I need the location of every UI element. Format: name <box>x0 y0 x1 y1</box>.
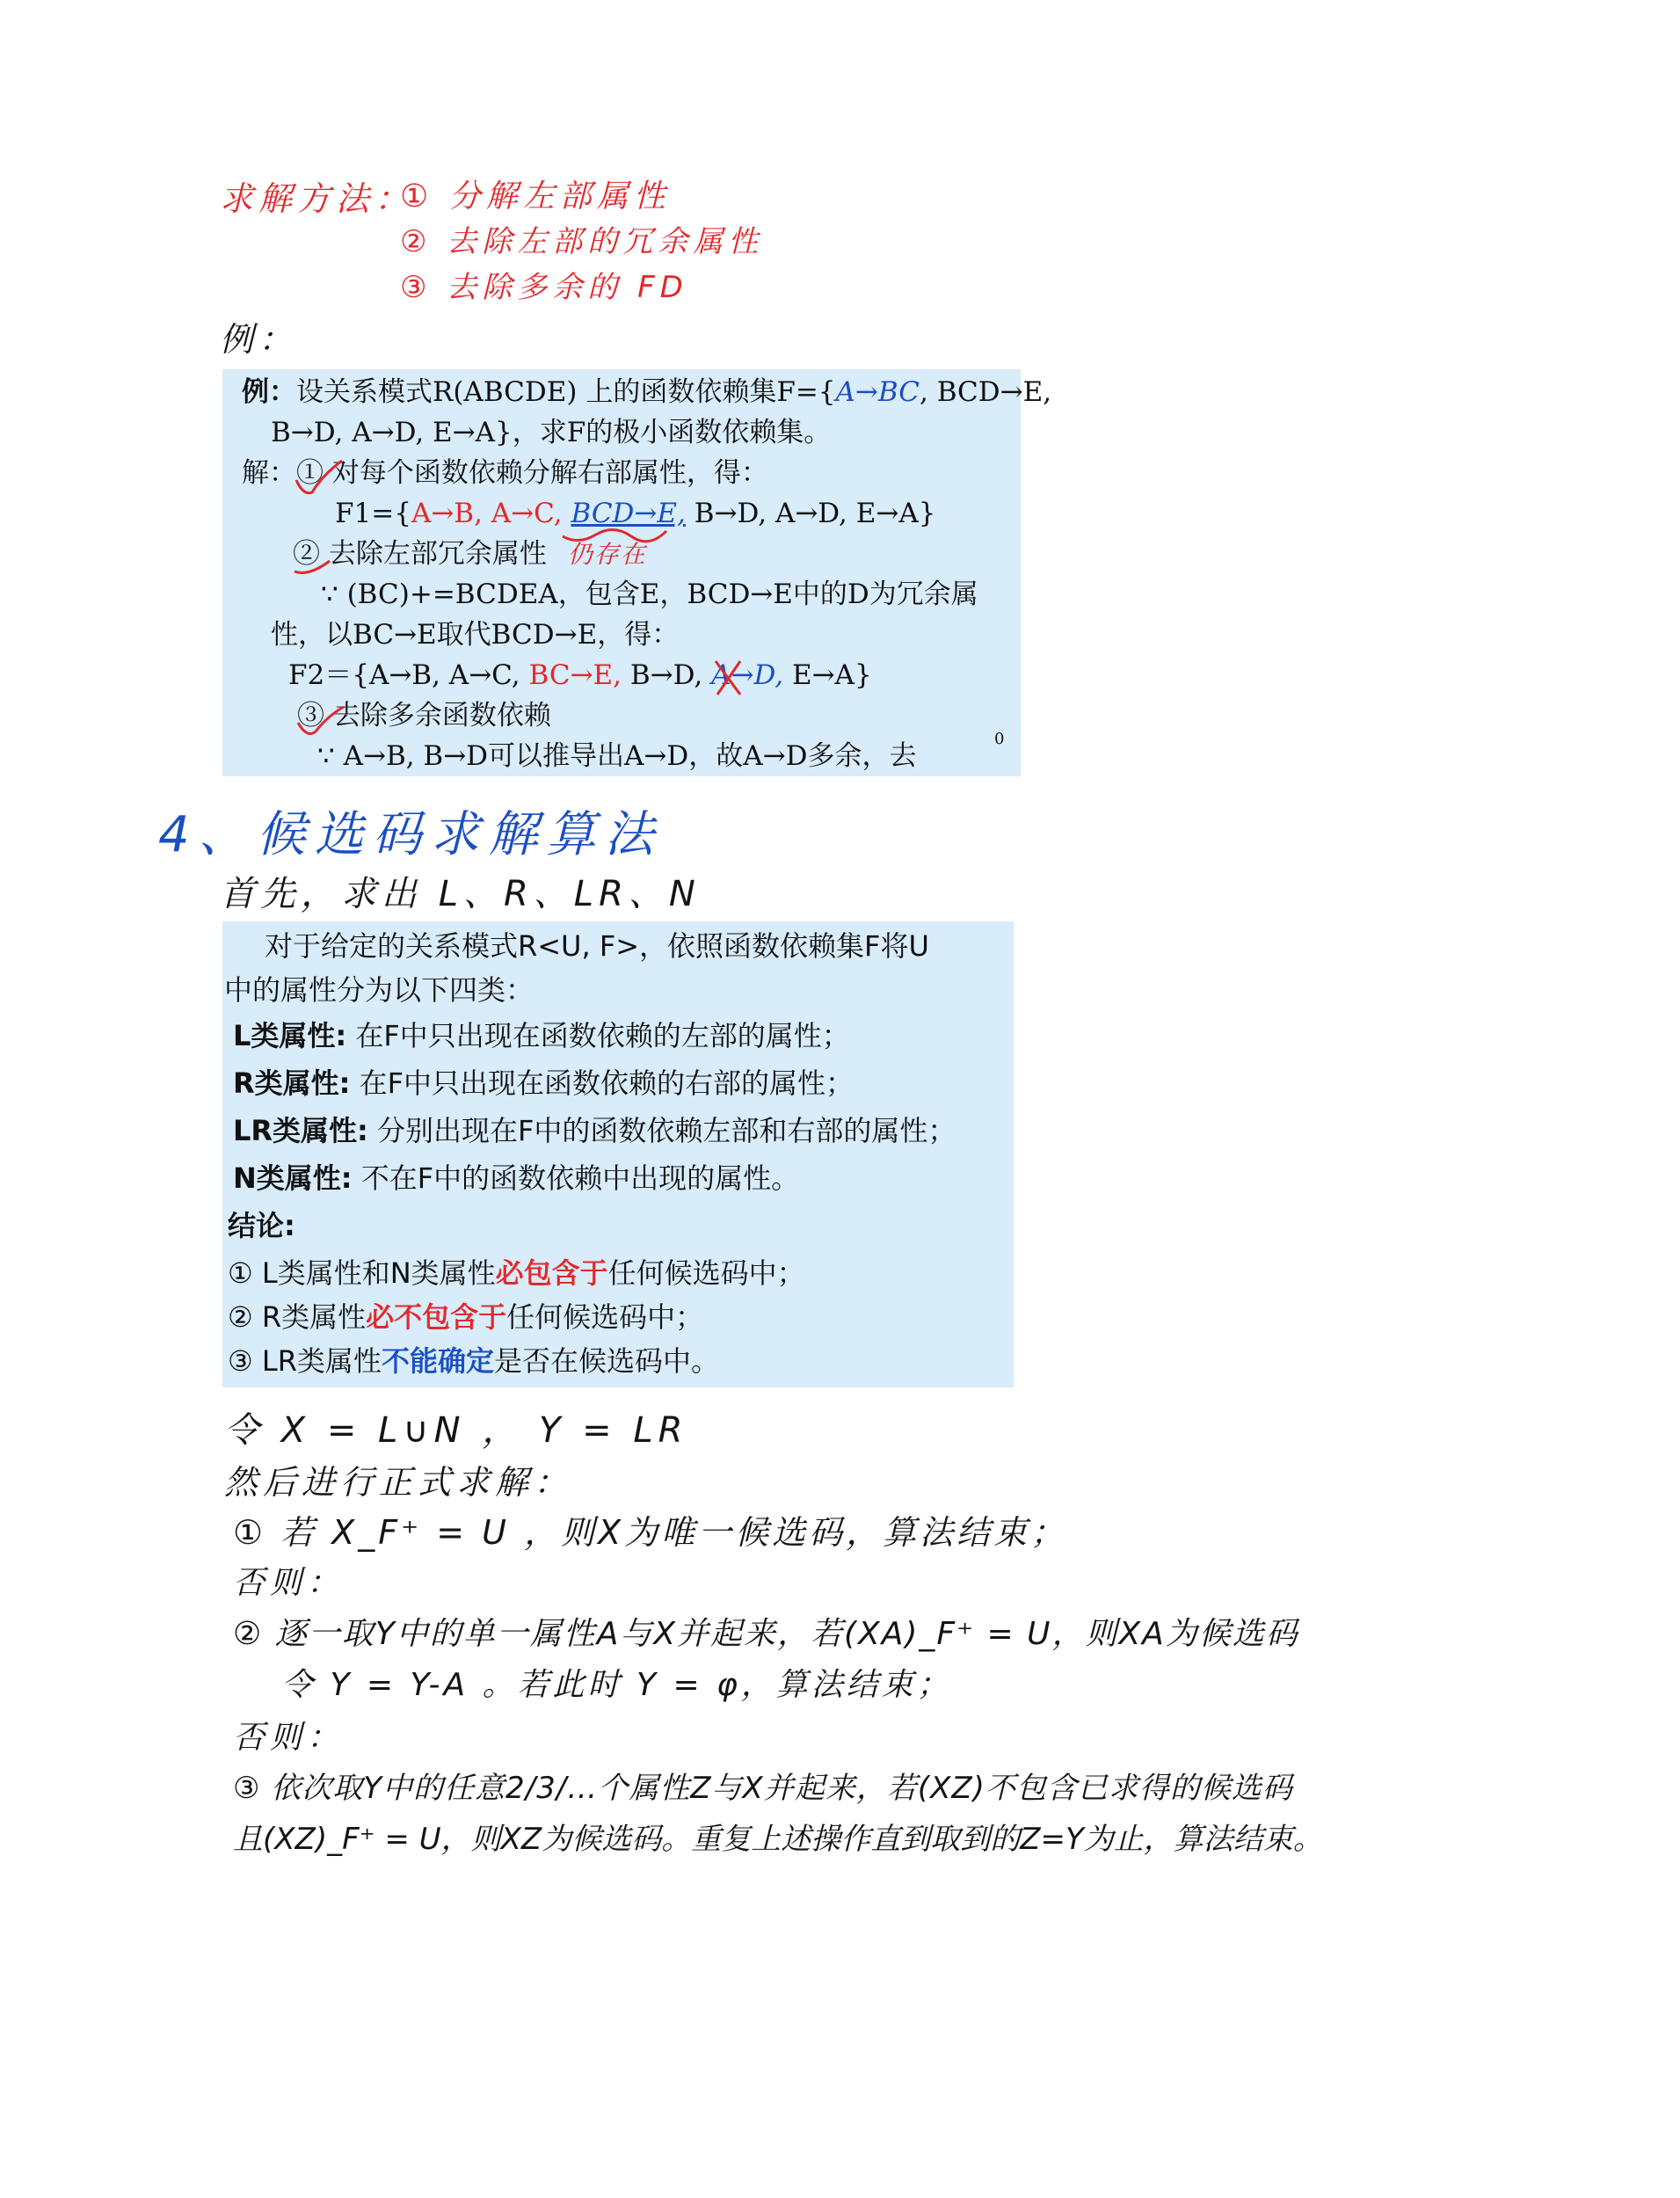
algo-step-2b: 令 Y = Y-A 。若此时 Y = φ，算法结束； <box>281 1667 952 1703</box>
class-LR: LR类属性: 分别出现在F中的函数依赖左部和右部的属性； <box>233 1114 956 1147</box>
example-line-5: ② 去除左部冗余属性 仍存在 <box>293 538 647 570</box>
algo-let: 令 X = L∪N ， Y = LR <box>224 1410 688 1451</box>
example-line-3: 解：① 对每个函数依赖分解右部属性，得： <box>242 457 768 489</box>
underline-mark-icon <box>291 542 335 577</box>
example-line-2: B→D, A→D, E→A}，求F的极小函数依赖集。 <box>271 417 832 448</box>
method-step-1: ① 分解左部属性 <box>400 178 671 215</box>
conclusion-1: ① L类属性和N类属性必包含于任何候选码中； <box>228 1256 805 1290</box>
conclusion-2: ② R类属性必不包含于任何候选码中； <box>228 1300 704 1334</box>
slide-corner-mark: 0 <box>994 730 1005 748</box>
algo-else-1: 否则： <box>233 1565 345 1601</box>
algo-step-3b: 且(XZ)_F⁺ = U，则XZ为候选码。重复上述操作直到取到的Z=Y为止，算法结束。 <box>233 1822 1323 1857</box>
check-mark-icon <box>293 457 345 499</box>
method-label: 求解方法： <box>220 179 414 218</box>
example-line-10: ∵ A→B, B→D可以推导出A→D，故A→D多余，去 <box>317 740 917 772</box>
class-N: N类属性: 不在F中的函数依赖中出现的属性。 <box>233 1161 800 1195</box>
example-line-9: ③ 去除多余函数依赖 <box>297 700 551 731</box>
section-4-heading: 4、候选码求解算法 <box>158 806 663 863</box>
wavy-underline-icon <box>561 519 684 547</box>
conclusion-3: ③ LR类属性不能确定是否在候选码中。 <box>228 1344 719 1378</box>
algo-else-2: 否则： <box>233 1720 345 1756</box>
algo-then: 然后进行正式求解： <box>224 1463 573 1502</box>
algo-step-1: ① 若 X_F⁺ = U ，则X为唯一候选码，算法结束； <box>233 1513 1068 1552</box>
class-slide <box>222 921 1014 1387</box>
method-step-2: ② 去除左部的冗余属性 <box>400 224 764 259</box>
example-label: 例： <box>220 320 298 359</box>
example-slide <box>222 369 1052 776</box>
example-line-1: 例：设关系模式R(ABCDE) 上的函数依赖集F={A→BC, BCD→E, <box>242 376 1052 408</box>
conclusion-label: 结论: <box>228 1209 295 1242</box>
cross-mark-icon <box>710 658 745 698</box>
example-line-6: ∵ (BC)+=BCDEA，包含E，BCD→E中的D为冗余属 <box>321 579 978 610</box>
class-L: L类属性: 在F中只出现在函数依赖的左部的属性； <box>233 1019 850 1052</box>
class-intro-1: 对于给定的关系模式R<U, F>，依照函数依赖集F将U <box>265 929 929 963</box>
algo-step-3a: ③ 依次取Y中的任意2/3/…个属性Z与X并起来，若(XZ)不包含已求得的候选码 <box>233 1771 1293 1806</box>
check-mark-icon-2 <box>295 703 347 739</box>
first-step-note: 首先，求出 L、R、LR、N <box>220 874 701 914</box>
class-intro-2: 中的属性分为以下四类： <box>224 973 535 1007</box>
example-line-8: F2＝{A→B, A→C, BC→E, B→D, A→D, E→A} <box>288 659 872 691</box>
class-R: R类属性: 在F中只出现在函数依赖的右部的属性； <box>233 1066 855 1100</box>
example-line-4: F1={A→B, A→C, BCD→E, B→D, A→D, E→A} <box>335 498 936 529</box>
still-exists-note: 仍存在 <box>567 540 647 569</box>
example-line-7: 性，以BC→E取代BCD→E，得： <box>271 619 680 651</box>
example-prefix: 例： <box>242 376 296 408</box>
algo-step-2a: ② 逐一取Y中的单一属性A与X并起来，若(XA)_F⁺ = U，则XA为候选码 <box>233 1616 1299 1652</box>
method-step-3: ③ 去除多余的 FD <box>400 270 688 305</box>
